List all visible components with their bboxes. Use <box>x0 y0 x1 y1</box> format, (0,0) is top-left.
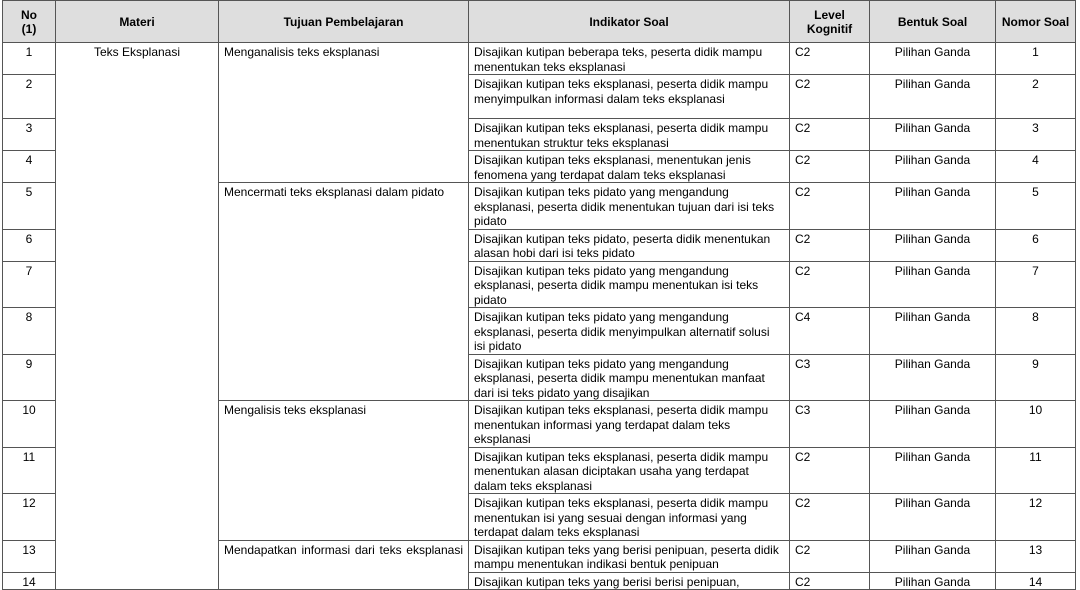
indikator-cell: Disajikan kutipan beberapa teks, peserta didik mampu menentukan teks eksplanasi <box>469 43 790 75</box>
indikator-cell: Disajikan kutipan teks eksplanasi, peserta didik mampu menentukan alasan diciptakan usaha yang terdapat dalam teks eksplanasi <box>469 447 790 494</box>
tujuan-cell: Mengalisis teks eksplanasi <box>219 401 469 541</box>
row-number: 8 <box>3 308 56 355</box>
indikator-cell: Disajikan kutipan teks eksplanasi, peserta didik mampu menentukan informasi yang terdapat dalam teks eksplanasi <box>469 401 790 448</box>
indikator-cell: Disajikan kutipan teks yang berisi penipuan, peserta didik mampu menentukan indikasi bentuk penipuan <box>469 540 790 572</box>
nomor-cell: 10 <box>996 401 1076 448</box>
header-tujuan: Tujuan Pembelajaran <box>219 1 469 43</box>
row-number: 5 <box>3 183 56 230</box>
row-number: 13 <box>3 540 56 572</box>
indikator-cell: Disajikan kutipan teks pidato yang mengandung eksplanasi, peserta didik mampu menentukan manfaat dari isi teks pidato yang disajikan <box>469 354 790 401</box>
row-number: 12 <box>3 494 56 541</box>
header-level: Level Kognitif <box>790 1 870 43</box>
row-number: 2 <box>3 75 56 119</box>
nomor-cell: 5 <box>996 183 1076 230</box>
level-cell: C3 <box>790 354 870 401</box>
bentuk-cell: Pilihan Ganda <box>870 572 996 590</box>
level-cell: C2 <box>790 43 870 75</box>
bentuk-cell: Pilihan Ganda <box>870 151 996 183</box>
level-cell: C2 <box>790 229 870 261</box>
level-cell: C2 <box>790 75 870 119</box>
tujuan-cell: Menganalisis teks eksplanasi <box>219 43 469 183</box>
level-cell: C2 <box>790 572 870 590</box>
header-no: No (1) <box>3 1 56 43</box>
level-cell: C2 <box>790 151 870 183</box>
bentuk-cell: Pilihan Ganda <box>870 447 996 494</box>
level-cell: C2 <box>790 261 870 308</box>
level-cell: C2 <box>790 494 870 541</box>
header-nomor: Nomor Soal <box>996 1 1076 43</box>
bentuk-cell: Pilihan Ganda <box>870 540 996 572</box>
nomor-cell: 7 <box>996 261 1076 308</box>
bentuk-cell: Pilihan Ganda <box>870 354 996 401</box>
row-number: 4 <box>3 151 56 183</box>
row-number: 14 <box>3 572 56 590</box>
bentuk-cell: Pilihan Ganda <box>870 43 996 75</box>
level-cell: C2 <box>790 183 870 230</box>
indikator-cell: Disajikan kutipan teks eksplanasi, peserta didik mampu menyimpulkan informasi dalam teks eksplanasi <box>469 75 790 119</box>
indikator-cell: Disajikan kutipan teks pidato yang mengandung eksplanasi, peserta didik menyimpulkan alternatif solusi isi pidato <box>469 308 790 355</box>
indikator-cell: Disajikan kutipan teks yang berisi berisi penipuan, <box>469 572 790 590</box>
bentuk-cell: Pilihan Ganda <box>870 261 996 308</box>
header-materi: Materi <box>56 1 219 43</box>
row-number: 11 <box>3 447 56 494</box>
question-grid-table <box>2 0 1076 590</box>
nomor-cell: 11 <box>996 447 1076 494</box>
level-cell: C3 <box>790 401 870 448</box>
table-row <box>3 43 1076 75</box>
row-number: 7 <box>3 261 56 308</box>
nomor-cell: 9 <box>996 354 1076 401</box>
row-number: 10 <box>3 401 56 448</box>
bentuk-cell: Pilihan Ganda <box>870 183 996 230</box>
indikator-cell: Disajikan kutipan teks pidato yang mengandung eksplanasi, peserta didik mampu menentukan isi teks pidato <box>469 261 790 308</box>
level-cell: C2 <box>790 540 870 572</box>
tujuan-cell: Mencermati teks eksplanasi dalam pidato <box>219 183 469 401</box>
nomor-cell: 1 <box>996 43 1076 75</box>
indikator-cell: Disajikan kutipan teks eksplanasi, peserta didik mampu menentukan isi yang sesuai dengan informasi yang terdapat dalam teks eksplanasi <box>469 494 790 541</box>
indikator-cell: Disajikan kutipan teks eksplanasi, peserta didik mampu menentukan struktur teks eksplanasi <box>469 119 790 151</box>
bentuk-cell: Pilihan Ganda <box>870 119 996 151</box>
header-bentuk: Bentuk Soal <box>870 1 996 43</box>
bentuk-cell: Pilihan Ganda <box>870 494 996 541</box>
row-number: 9 <box>3 354 56 401</box>
row-number: 3 <box>3 119 56 151</box>
indikator-cell: Disajikan kutipan teks pidato yang mengandung eksplanasi, peserta didik menentukan tujuan dari isi teks pidato <box>469 183 790 230</box>
level-cell: C4 <box>790 308 870 355</box>
bentuk-cell: Pilihan Ganda <box>870 308 996 355</box>
nomor-cell: 3 <box>996 119 1076 151</box>
nomor-cell: 2 <box>996 75 1076 119</box>
level-cell: C2 <box>790 447 870 494</box>
materi-cell: Teks Eksplanasi <box>56 43 219 590</box>
nomor-cell: 12 <box>996 494 1076 541</box>
nomor-cell: 6 <box>996 229 1076 261</box>
row-number: 1 <box>3 43 56 75</box>
level-cell: C2 <box>790 119 870 151</box>
nomor-cell: 4 <box>996 151 1076 183</box>
header-row <box>3 1 1076 43</box>
row-number: 6 <box>3 229 56 261</box>
tujuan-cell: Mendapatkan informasi dari teks eksplanasi <box>219 540 469 590</box>
bentuk-cell: Pilihan Ganda <box>870 229 996 261</box>
nomor-cell: 13 <box>996 540 1076 572</box>
nomor-cell: 8 <box>996 308 1076 355</box>
header-indikator: Indikator Soal <box>469 1 790 43</box>
nomor-cell: 14 <box>996 572 1076 590</box>
bentuk-cell: Pilihan Ganda <box>870 75 996 119</box>
indikator-cell: Disajikan kutipan teks pidato, peserta didik menentukan alasan hobi dari isi teks pidato <box>469 229 790 261</box>
bentuk-cell: Pilihan Ganda <box>870 401 996 448</box>
indikator-cell: Disajikan kutipan teks eksplanasi, menentukan jenis fenomena yang terdapat dalam teks eksplanasi <box>469 151 790 183</box>
